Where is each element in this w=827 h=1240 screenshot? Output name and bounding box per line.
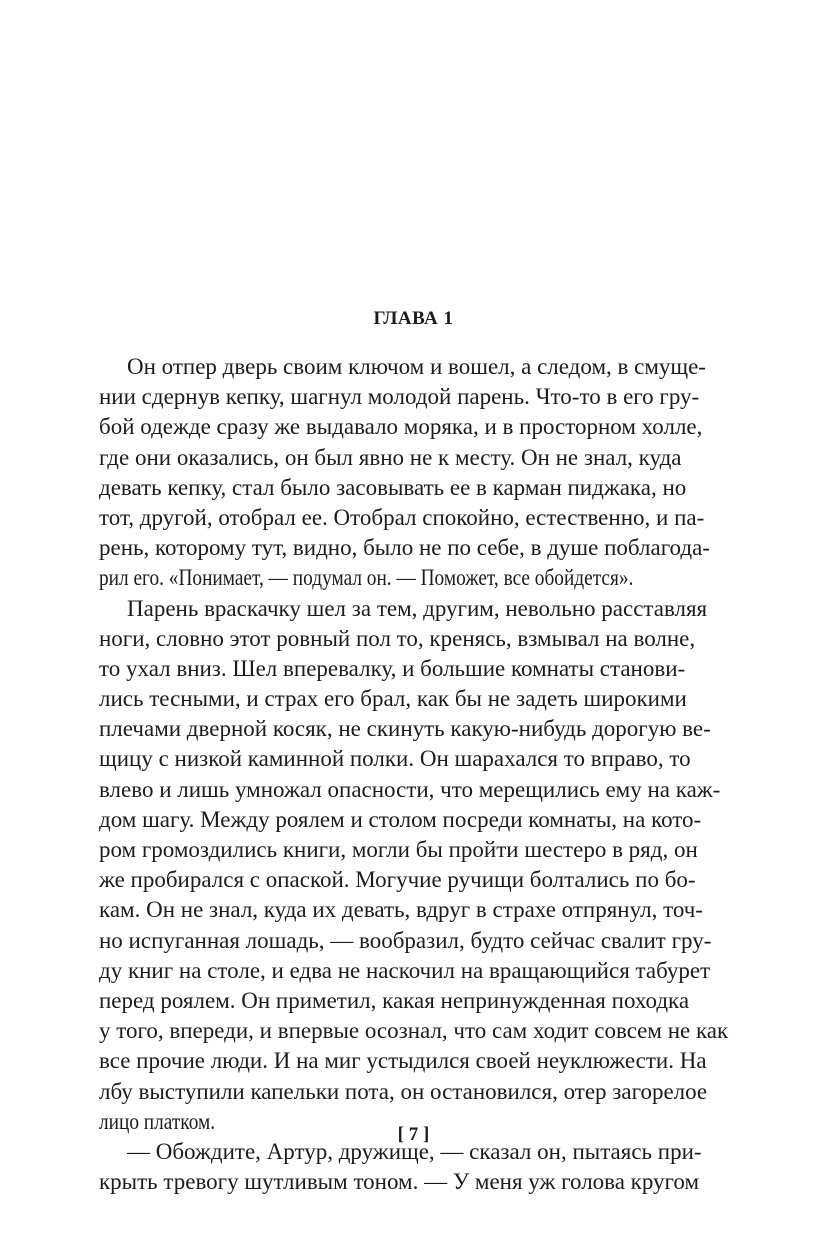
text-line: перед роялем. Он приметил, какая непринужденная походка: [99, 987, 690, 1013]
text-line: кам. Он не знал, куда их девать, вдруг в страхе отпрянул, точ-: [99, 897, 703, 923]
text-line: ром громоздились книги, могли бы пройти шестеро в ряд, он: [99, 837, 698, 862]
text-line: Парень враскачку шел за тем, другим, невольно расставляя: [127, 595, 708, 621]
text-line: девать кепку, стал было засовывать ее в карман пиджака, но: [99, 474, 687, 500]
paragraph: [99, 352, 729, 594]
text-line: нии сдернув кепку, шагнул молодой парень. Что-то в его гру-: [99, 384, 700, 410]
chapter-body: [99, 352, 729, 1197]
text-line: рень, которому тут, видно, было не по себе, в душе поблагода-: [99, 535, 710, 561]
text-line: то ухал вниз. Шел вперевалку, и большие комнаты станови-: [99, 655, 686, 681]
text-line: рил его. «Понимает, — подумал он. — Поможет, все обойдется».: [99, 565, 634, 591]
text-line: плечами дверной косяк, не скинуть какую-нибудь дорогую ве-: [99, 716, 711, 742]
text-line: же пробирался с опаской. Могучие ручищи болтались по бо-: [99, 867, 696, 893]
text-line: влево и лишь умножал опасности, что мерещились ему на каж-: [99, 776, 721, 802]
text-line: бой одежде сразу же выдавало моряка, и в просторном холле,: [99, 414, 703, 440]
text-line: все прочие люди. И на миг устыдился своей неуклюжести. На: [99, 1048, 707, 1074]
page-number: [ 7 ]: [397, 1124, 430, 1145]
text-line: дом шагу. Между роялем и столом посреди комнаты, на кото-: [99, 806, 702, 832]
text-line: лбу выступили капельки пота, он остановился, отер загорелое: [99, 1078, 708, 1104]
text-line: тот, другой, отобрал ее. Отобрал спокойно, естественно, и па-: [99, 504, 705, 530]
text-line: — Обождите, Артур, дружище, — сказал он, пытаясь при-: [127, 1138, 702, 1164]
text-line: но испуганная лошадь, — вообразил, будто сейчас свалит гру-: [99, 927, 712, 953]
text-line: лись тесными, и страх его брал, как бы не задеть широкими: [99, 686, 687, 712]
text-line: Он отпер дверь своим ключом и вошел, а следом, в смуще-: [127, 354, 706, 379]
text-line: щицу с низкой каминной полки. Он шарахался то вправо, то: [99, 746, 691, 772]
text-line: ду книг на столе, и едва не наскочил на вращающийся табурет: [99, 957, 711, 983]
text-line: ноги, словно этот ровный пол то, кренясь, взмывал на волне,: [99, 625, 696, 651]
chapter-title: ГЛАВА 1: [373, 308, 454, 329]
paragraph: [99, 594, 729, 1137]
text-line: лицо платком.: [99, 1108, 216, 1134]
text-line: у того, впереди, и впервые осознал, что сам ходит совсем не как: [99, 1018, 729, 1044]
text-line: где они оказались, он был явно не к месту. Он не знал, куда: [99, 444, 682, 470]
text-line: крыть тревогу шутливым тоном. — У меня уж голова кругом: [99, 1169, 700, 1195]
